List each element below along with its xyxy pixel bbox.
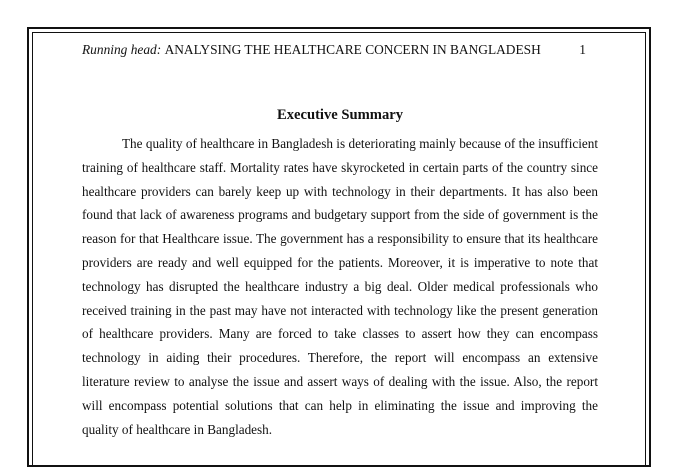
summary-paragraph: The quality of healthcare in Bangladesh is deteriorating mainly because of the insufficient training of healthcare staff. Mortality rates have skyrocketed in certain parts of the country since healthcare providers can barely keep up with technology in their departments. It has also been found that lack of awareness programs and budgetary support from the side of government is the reason for that Healthcare issue. The government has a responsibility to ensure that its healthcare providers are ready and well equipped for the patients. Moreover, it is imperative to note that technology has disrupted the healthcare industry a big deal. Older medical professionals who received training in the past may have not interacted with technology like the present generation of healthcare providers. Many are forced to take classes to assert how they can encompass technology in aiding their procedures. Therefore, the report will encompass an extensive literature review to analyse the issue and assert ways of dealing with the issue. Also, the report will encompass potential solutions that can help in eliminating the issue and improving the quality of healthcare in Bangladesh. [82, 136, 598, 437]
running-head [82, 40, 586, 60]
page-number: 1 [579, 42, 586, 57]
section-title: Executive Summary [276, 107, 404, 123]
running-head-title: ANALYSING THE HEALTHCARE CONCERN IN BANGLADESH [164, 42, 541, 57]
running-head-label: Running head: [82, 42, 165, 57]
